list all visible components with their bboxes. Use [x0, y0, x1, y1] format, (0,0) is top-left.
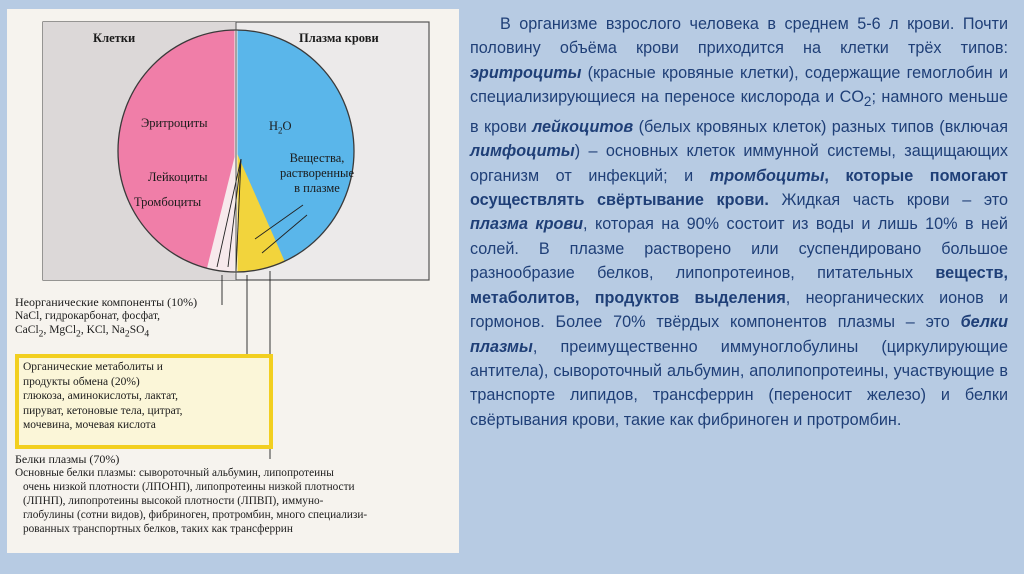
thrombocytes-label: Тромбоциты [134, 195, 202, 209]
organic-line4: пируват, кетоновые тела, цитрат, [23, 404, 183, 417]
organic-line3: глюкоза, аминокислоты, лактат, [23, 390, 179, 402]
inorganic-title: Неорганические компоненты (10%) [15, 295, 198, 309]
water-label: $H_2O$ [269, 119, 292, 136]
explanation-paragraph: В организме взрослого человека в среднем 5-6 л крови. Почти половину объёма крови приходится на клетки трёх типов: эритроциты (красные кровяные клетки), содержащие гемоглобин и специализирующиеся на переносе кислорода и $CO_2$; намного меньше в крови лейкоцитов (белых кровяных клеток) разных типов (включая лимфоциты) – основных клеток иммунной системы, защищающих организм от инфекций; и тромбоциты, которые помогают осуществлять свёртывание крови. Жидкая часть крови – это плазма крови, которая на 90% состоит из воды и лишь 10% в ней солей. В плазме растворено или суспендировано большое разнообразие белков, липопротеинов, питательных веществ, метаболитов, продуктов выделения, неорганических ионов и гормонов. Более 70% твёрдых компонентов плазмы – это белки плазмы, преимущественно иммуноглобулины (циркулирующие антитела), сывороточный альбумин, аполипопротеины, участвующие в транспорте липидов, трансферрин (переносит железо) и белки свёртывания крови, такие как фибриноген и протромбин. [470, 15, 1008, 429]
organic-metabolites-content [19, 358, 269, 445]
term-plasma-proteins: белки плазмы [470, 313, 1008, 356]
organic-title-2: продукты обмена (20%) [23, 375, 140, 388]
leukocytes-label: Лейкоциты [148, 170, 208, 184]
dissolved-substances-label: Вещества, растворенные в плазме [280, 151, 354, 195]
inorganic-line2: CaCl$_2$, MgCl$_2$, KCl, $Na_2SO_4$ [15, 324, 150, 340]
proteins-line5: рованных транспортных белков, таких как трансферрин [23, 523, 293, 535]
proteins-title: Белки плазмы (70%) [15, 452, 120, 466]
term-thrombocytes: тромбоциты [709, 166, 825, 185]
term-erythrocytes: эритроциты [470, 63, 582, 82]
blood-composition-figure [7, 9, 459, 553]
erythrocytes-label: Эритроциты [141, 116, 208, 130]
organic-metabolites-box [15, 354, 273, 449]
plasma-header: Плазма крови [299, 31, 379, 45]
proteins-line3: (ЛПНП), липопротеины высокой плотности (ЛПВП), иммуно- [23, 495, 324, 507]
plasma-proteins-legend [15, 452, 367, 536]
term-lymphocytes: лимфоциты [470, 142, 575, 161]
inorganic-legend [15, 295, 197, 341]
organic-line5: мочевина, мочевая кислота [23, 419, 156, 431]
explanation-text [470, 12, 1008, 432]
term-leukocytes: лейкоцитов [532, 117, 634, 136]
inorganic-line1: NaCl, гидрокарбонат, фосфат, [15, 310, 161, 322]
cells-header: Клетки [93, 31, 136, 45]
proteins-line4: глобулины (сотни видов), фибриноген, протромбин, много специализи- [23, 509, 368, 521]
term-plasma: плазма крови [470, 215, 584, 234]
proteins-line2: очень низкой плотности (ЛПОНП), липопротеины низкой плотности [23, 481, 355, 493]
proteins-line1: Основные белки плазмы: сывороточный альбумин, липопротеины [15, 467, 334, 479]
organic-title-1: Органические метаболиты и [23, 361, 163, 373]
